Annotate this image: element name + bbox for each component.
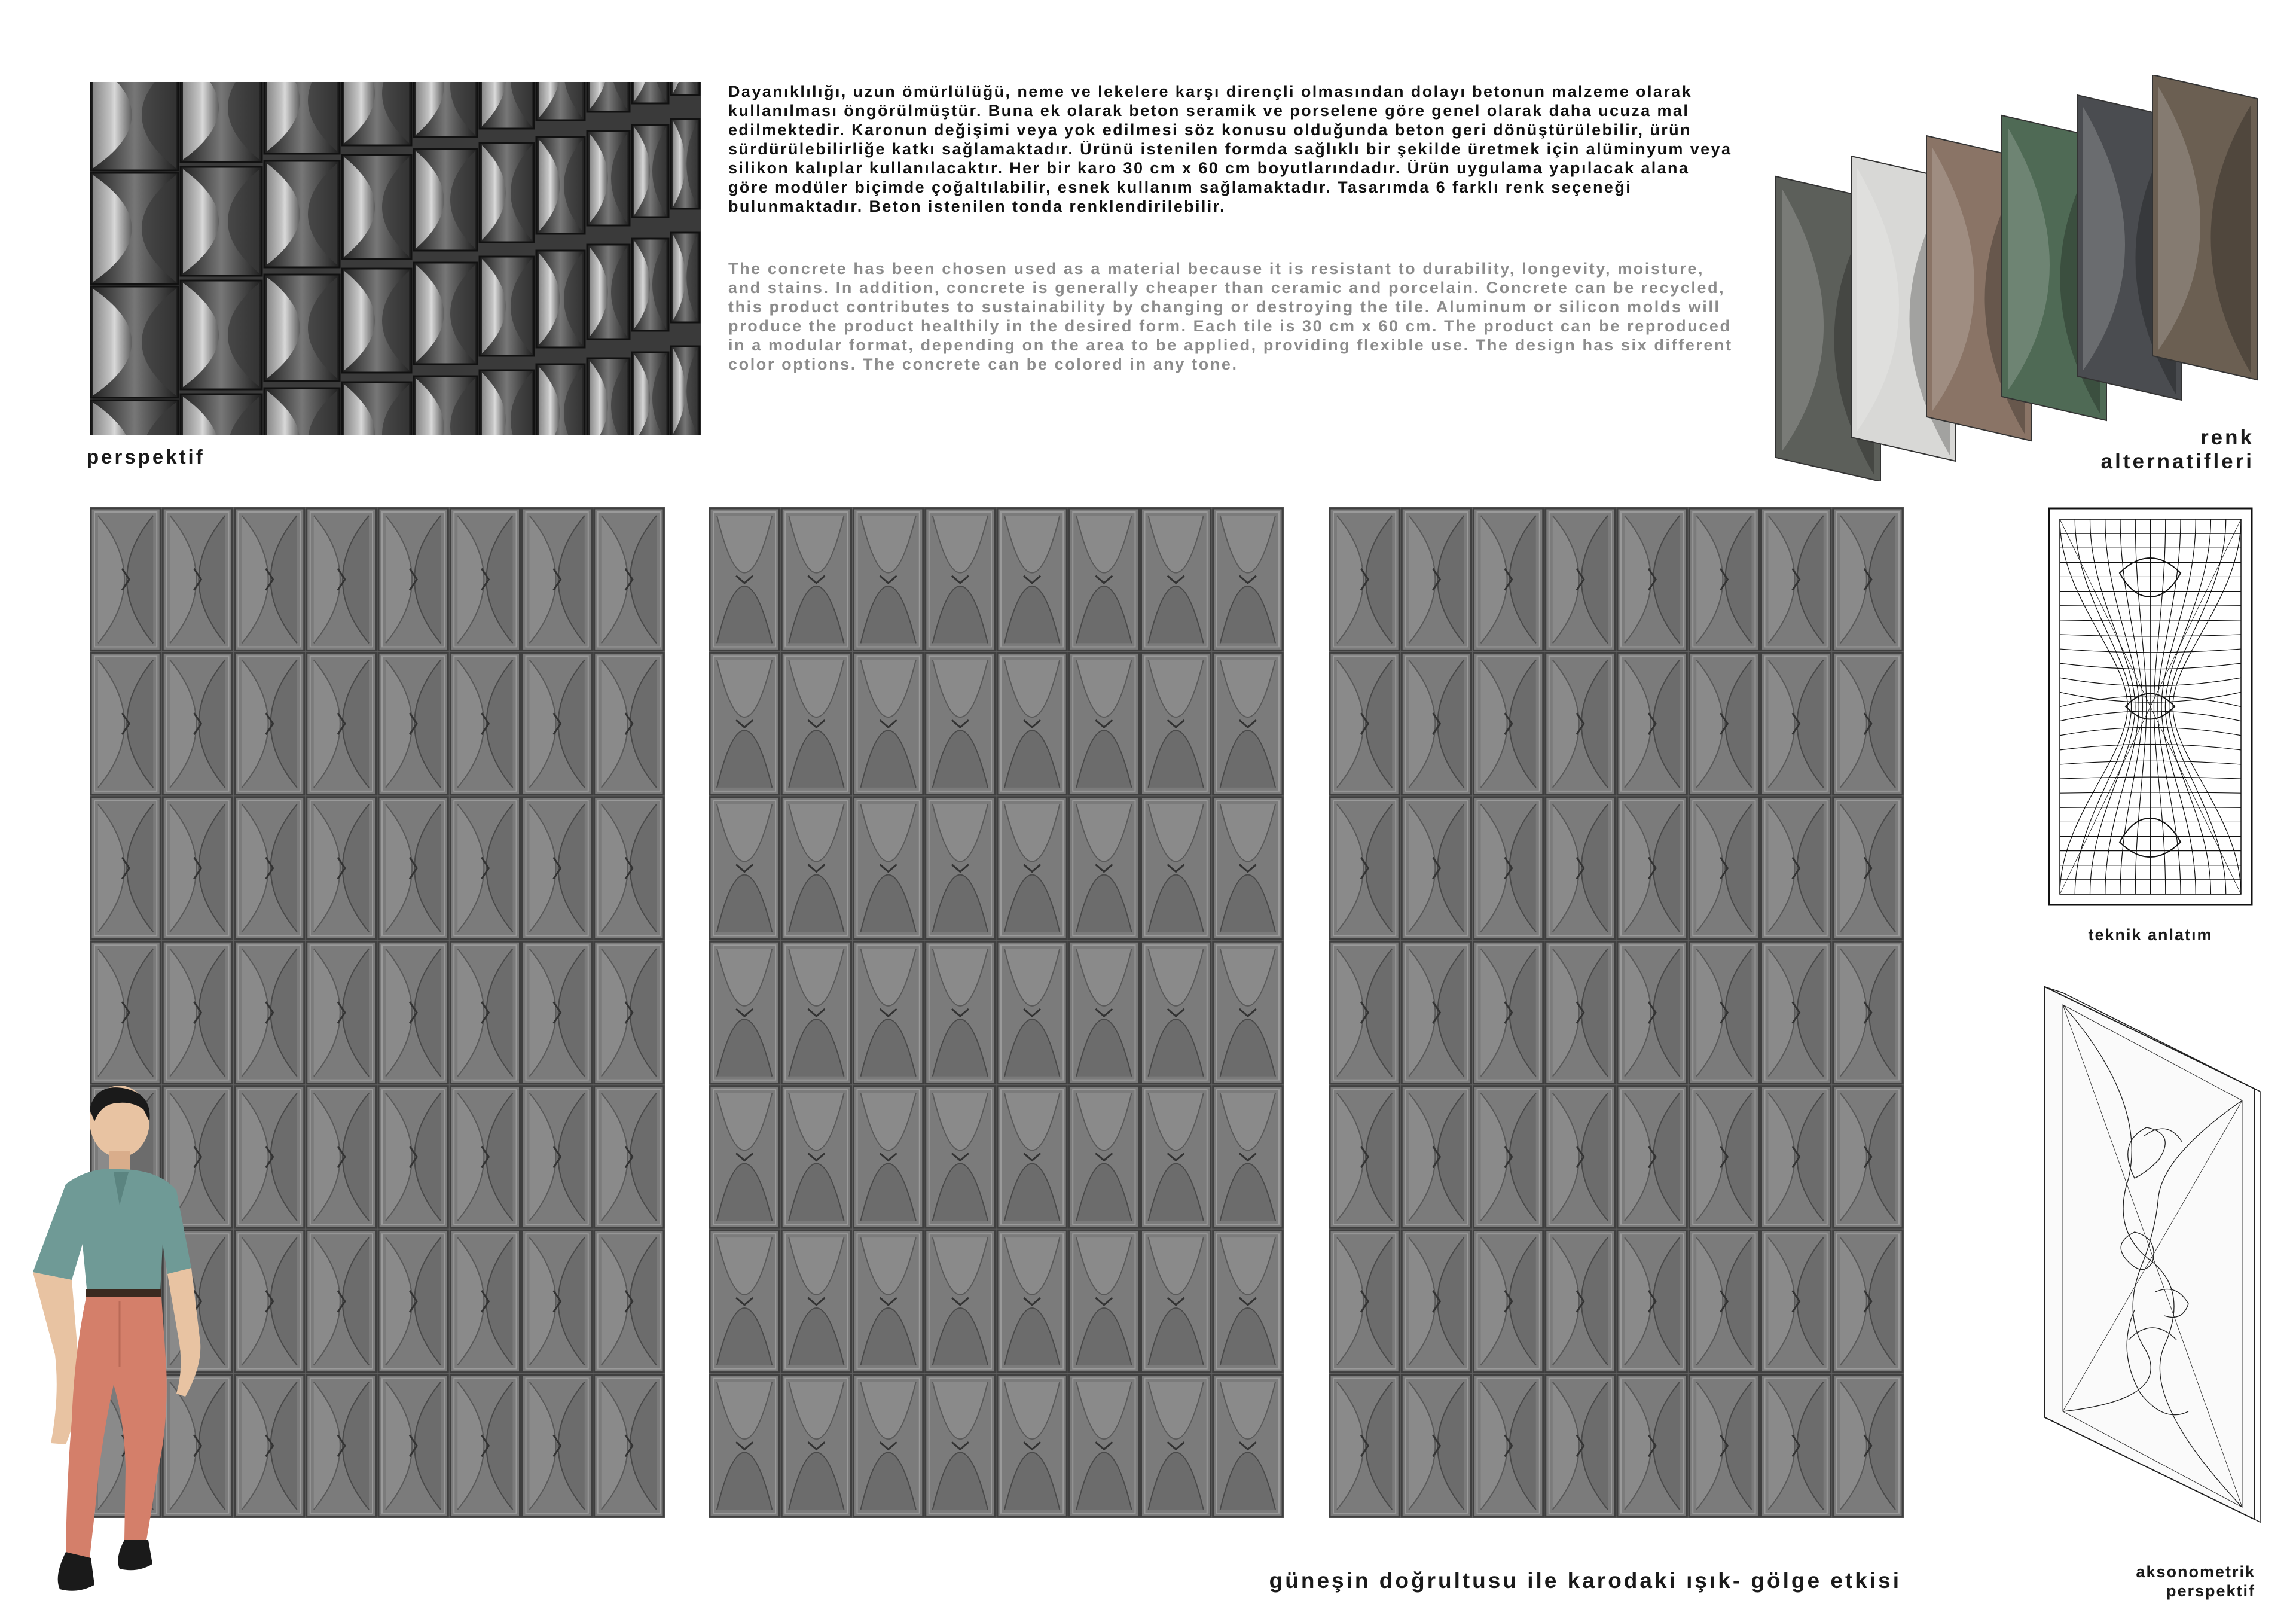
tile bbox=[854, 1230, 923, 1372]
tile bbox=[1141, 1086, 1211, 1228]
description-turkish: Dayanıklılığı, uzun ömürlülüğü, neme ve lekelere karşı dirençli olmasından dolayı betonun malzeme olarak kullanılması öngörülmüştür. Buna ek olarak beton seramik ve porselene göre genel olarak daha ucuza mal edilmektedir. Karonun değişimi veya yok edilmesi söz konusu olduğunda beton geri dönüştürülebilir, ürün sürdürülebilirliğe katkı sağlamaktadır. Ürünü istenilen formda sağlıklı bir şekilde üretmek için alüminyum veya silikon kalıplar kullanılacaktır. Her bir karo 30 cm x 60 cm boyutlarındadır. Ürün uygulama yapılacak alana göre modüler biçimde çoğaltılabilir, esnek kullanım sağlamaktadır. Tasarımda 6 farklı renk seçeneği bulunmaktadır. Beton istenilen tonda renklendirilebilir. bbox=[728, 83, 1732, 215]
tile bbox=[1761, 797, 1831, 939]
perspective-tile bbox=[632, 82, 668, 103]
tile bbox=[163, 508, 232, 650]
perspective-tile bbox=[264, 275, 340, 381]
tile bbox=[997, 1086, 1067, 1228]
tile bbox=[307, 1230, 376, 1372]
perspective-tile bbox=[632, 239, 668, 331]
tile bbox=[1213, 508, 1283, 650]
tile bbox=[1546, 941, 1615, 1083]
tile bbox=[781, 1230, 851, 1372]
tile bbox=[163, 797, 232, 939]
perspective-tile bbox=[342, 82, 411, 145]
perspective-tile bbox=[587, 82, 630, 112]
perspective-tile bbox=[480, 257, 534, 356]
tile bbox=[781, 1375, 851, 1517]
perspective-tile bbox=[264, 161, 340, 267]
tile bbox=[710, 1375, 779, 1517]
perspective-tile bbox=[342, 382, 411, 435]
tile bbox=[1141, 1230, 1211, 1372]
tile bbox=[91, 941, 160, 1083]
tile bbox=[710, 1086, 779, 1228]
perspective-tile bbox=[536, 82, 585, 120]
perspective-label: perspektif bbox=[87, 446, 205, 468]
perspective-tile bbox=[536, 364, 585, 435]
light-shadow-caption: güneşin doğrultusu ile karodaki ışık- gölge etkisi bbox=[1269, 1568, 1901, 1593]
tile bbox=[378, 1375, 448, 1517]
tile bbox=[1141, 1375, 1211, 1517]
tile bbox=[307, 941, 376, 1083]
tile bbox=[1689, 797, 1758, 939]
tile bbox=[450, 653, 520, 794]
tile bbox=[450, 797, 520, 939]
tile bbox=[1402, 941, 1471, 1083]
tile bbox=[523, 653, 592, 794]
tile bbox=[378, 941, 448, 1083]
color-label-line1: renk bbox=[2200, 426, 2254, 449]
tile bbox=[1141, 797, 1211, 939]
perspective-tile bbox=[632, 125, 668, 217]
tile bbox=[1761, 1230, 1831, 1372]
tile bbox=[1402, 653, 1471, 794]
tile bbox=[1141, 653, 1211, 794]
perspective-tile bbox=[91, 173, 178, 284]
tile bbox=[450, 508, 520, 650]
tile bbox=[594, 1230, 664, 1372]
perspective-tile bbox=[181, 394, 262, 435]
perspective-tile bbox=[181, 167, 262, 276]
tile bbox=[1617, 1375, 1687, 1517]
tile bbox=[594, 797, 664, 939]
tile bbox=[1761, 1375, 1831, 1517]
tile bbox=[1402, 1086, 1471, 1228]
perspective-tile bbox=[181, 281, 262, 389]
tile bbox=[235, 508, 304, 650]
tile bbox=[710, 1230, 779, 1372]
tile bbox=[1546, 1375, 1615, 1517]
tile bbox=[1546, 508, 1615, 650]
tile bbox=[781, 653, 851, 794]
tile bbox=[594, 508, 664, 650]
tile bbox=[91, 508, 160, 650]
perspective-tile bbox=[671, 346, 700, 435]
tile bbox=[1689, 941, 1758, 1083]
tile bbox=[1833, 1086, 1903, 1228]
color-alternatives bbox=[1770, 75, 2266, 481]
tile bbox=[1617, 508, 1687, 650]
tile bbox=[1213, 797, 1283, 939]
tile bbox=[1617, 653, 1687, 794]
perspective-tile bbox=[342, 269, 411, 373]
tile bbox=[781, 941, 851, 1083]
tile bbox=[1474, 1086, 1543, 1228]
tile bbox=[91, 653, 160, 794]
color-label-line2: alternatifleri bbox=[2100, 450, 2254, 473]
tile bbox=[926, 1086, 995, 1228]
tile bbox=[594, 1086, 664, 1228]
perspective-tile bbox=[264, 388, 340, 435]
tile bbox=[1213, 1086, 1283, 1228]
tile bbox=[781, 508, 851, 650]
perspective-tile bbox=[536, 137, 585, 234]
tile bbox=[1833, 797, 1903, 939]
tile bbox=[594, 1375, 664, 1517]
tile bbox=[1474, 508, 1543, 650]
tile bbox=[1069, 1086, 1138, 1228]
tile-wall-horizontal-middle bbox=[709, 507, 1284, 1518]
tile bbox=[1402, 508, 1471, 650]
tile bbox=[450, 941, 520, 1083]
tile bbox=[523, 1086, 592, 1228]
tile bbox=[854, 653, 923, 794]
tile bbox=[235, 653, 304, 794]
tile bbox=[378, 1086, 448, 1228]
perspective-tile bbox=[480, 370, 534, 435]
tile bbox=[1474, 1375, 1543, 1517]
tile bbox=[1689, 1230, 1758, 1372]
tile bbox=[1474, 941, 1543, 1083]
axonometric-label-line2: perspektif bbox=[2166, 1582, 2255, 1600]
tile bbox=[1069, 1375, 1138, 1517]
tile bbox=[235, 797, 304, 939]
tile bbox=[710, 797, 779, 939]
tile bbox=[854, 1375, 923, 1517]
tile-wall-vertical-right bbox=[1329, 507, 1904, 1518]
technical-drawing bbox=[2048, 507, 2253, 906]
color-alternatives-label bbox=[2021, 426, 2254, 474]
tile bbox=[1069, 797, 1138, 939]
tile bbox=[1213, 653, 1283, 794]
tile bbox=[781, 1086, 851, 1228]
tile bbox=[307, 653, 376, 794]
perspective-tile bbox=[480, 82, 534, 129]
perspective-tile bbox=[91, 400, 178, 435]
perspective-tile bbox=[480, 143, 534, 242]
tile bbox=[235, 1086, 304, 1228]
tile bbox=[163, 941, 232, 1083]
tile bbox=[1213, 1230, 1283, 1372]
tile bbox=[1213, 1375, 1283, 1517]
tile bbox=[1330, 508, 1399, 650]
tile bbox=[378, 508, 448, 650]
tile bbox=[926, 508, 995, 650]
tile bbox=[523, 508, 592, 650]
tile bbox=[523, 797, 592, 939]
tile bbox=[307, 1086, 376, 1228]
axonometric-drawing bbox=[2039, 981, 2266, 1531]
tile bbox=[1689, 1086, 1758, 1228]
tile bbox=[594, 653, 664, 794]
perspective-tile bbox=[181, 82, 262, 162]
tile bbox=[926, 653, 995, 794]
tile bbox=[1330, 1375, 1399, 1517]
perspective-image bbox=[90, 82, 701, 435]
person-scale-figure bbox=[24, 1086, 203, 1594]
perspective-tile bbox=[414, 376, 477, 435]
perspective-tile bbox=[587, 131, 630, 225]
tile bbox=[854, 508, 923, 650]
tile bbox=[781, 797, 851, 939]
perspective-tile bbox=[342, 155, 411, 259]
tile bbox=[1069, 941, 1138, 1083]
perspective-tile bbox=[587, 358, 630, 435]
perspective-tile bbox=[91, 286, 178, 398]
tile bbox=[1617, 1086, 1687, 1228]
tile bbox=[1689, 653, 1758, 794]
tile bbox=[1330, 941, 1399, 1083]
axonometric-label-line1: aksonometrik bbox=[2136, 1563, 2255, 1581]
perspective-tile bbox=[91, 82, 178, 170]
tile bbox=[854, 1086, 923, 1228]
tile bbox=[1141, 941, 1211, 1083]
tile bbox=[1689, 1375, 1758, 1517]
tile bbox=[1546, 1230, 1615, 1372]
tile bbox=[1330, 797, 1399, 939]
tile bbox=[307, 797, 376, 939]
tile bbox=[1474, 797, 1543, 939]
tile bbox=[307, 1375, 376, 1517]
tile bbox=[710, 941, 779, 1083]
tile bbox=[1330, 1230, 1399, 1372]
tile bbox=[997, 797, 1067, 939]
tile bbox=[1833, 1375, 1903, 1517]
tile bbox=[1069, 1230, 1138, 1372]
tile bbox=[1546, 797, 1615, 939]
tile bbox=[1546, 1086, 1615, 1228]
tile bbox=[926, 797, 995, 939]
tile bbox=[997, 941, 1067, 1083]
tile bbox=[1617, 941, 1687, 1083]
tile bbox=[1474, 653, 1543, 794]
tile bbox=[1761, 508, 1831, 650]
tile bbox=[1761, 653, 1831, 794]
perspective-tile bbox=[587, 245, 630, 339]
tile bbox=[450, 1230, 520, 1372]
tile bbox=[1330, 653, 1399, 794]
tile bbox=[997, 508, 1067, 650]
tile bbox=[997, 1230, 1067, 1372]
tile bbox=[1402, 797, 1471, 939]
tile bbox=[450, 1086, 520, 1228]
tile bbox=[1069, 508, 1138, 650]
tile bbox=[523, 1230, 592, 1372]
tile bbox=[926, 1230, 995, 1372]
tile bbox=[710, 508, 779, 650]
tile bbox=[1402, 1230, 1471, 1372]
perspective-tile bbox=[671, 119, 700, 209]
tile bbox=[307, 508, 376, 650]
perspective-tile bbox=[414, 263, 477, 364]
tile bbox=[1402, 1375, 1471, 1517]
tile bbox=[594, 941, 664, 1083]
color-swatch-6 bbox=[2152, 75, 2257, 380]
tile bbox=[1546, 653, 1615, 794]
tile bbox=[1617, 797, 1687, 939]
tile bbox=[1833, 1230, 1903, 1372]
tile bbox=[854, 797, 923, 939]
tile bbox=[1761, 1086, 1831, 1228]
tile bbox=[1689, 508, 1758, 650]
tile bbox=[1069, 653, 1138, 794]
perspective-tile bbox=[632, 352, 668, 435]
tile bbox=[378, 1230, 448, 1372]
tile bbox=[235, 1375, 304, 1517]
perspective-tile bbox=[536, 251, 585, 347]
description-english: The concrete has been chosen used as a material because it is resistant to durability, longevity, moisture, and stains. In addition, concrete is generally cheaper than ceramic and porcelain. Concrete can be recycled, this product contributes to sustainability by changing or destroying the tile. Aluminum or silicon molds will produce the product healthily in the desired form. Each tile is 30 cm x 60 cm. The product can be reproduced in a modular format, depending on the area to be applied, providing flexible use. The design has six different color options. The concrete can be colored in any tone. bbox=[728, 260, 1733, 373]
tile bbox=[523, 1375, 592, 1517]
technical-label: teknik anlatım bbox=[2088, 926, 2213, 944]
tile bbox=[378, 653, 448, 794]
tile bbox=[1617, 1230, 1687, 1372]
perspective-tile bbox=[671, 82, 700, 95]
tile bbox=[1833, 508, 1903, 650]
perspective-tile bbox=[671, 233, 700, 322]
axonometric-label bbox=[2033, 1562, 2255, 1600]
tile bbox=[1213, 941, 1283, 1083]
tile bbox=[91, 797, 160, 939]
tile bbox=[854, 941, 923, 1083]
tile bbox=[450, 1375, 520, 1517]
tile bbox=[235, 941, 304, 1083]
tile bbox=[378, 797, 448, 939]
perspective-tile bbox=[414, 82, 477, 137]
tile bbox=[1833, 653, 1903, 794]
tile bbox=[235, 1230, 304, 1372]
tile bbox=[163, 653, 232, 794]
tile bbox=[1330, 1086, 1399, 1228]
perspective-tile bbox=[264, 82, 340, 154]
tile bbox=[1761, 941, 1831, 1083]
tile bbox=[997, 1375, 1067, 1517]
tile bbox=[997, 653, 1067, 794]
tile bbox=[926, 1375, 995, 1517]
tile bbox=[1141, 508, 1211, 650]
tile bbox=[710, 653, 779, 794]
tile bbox=[1833, 941, 1903, 1083]
tile bbox=[523, 941, 592, 1083]
perspective-tile bbox=[414, 149, 477, 251]
tile bbox=[926, 941, 995, 1083]
tile bbox=[1474, 1230, 1543, 1372]
